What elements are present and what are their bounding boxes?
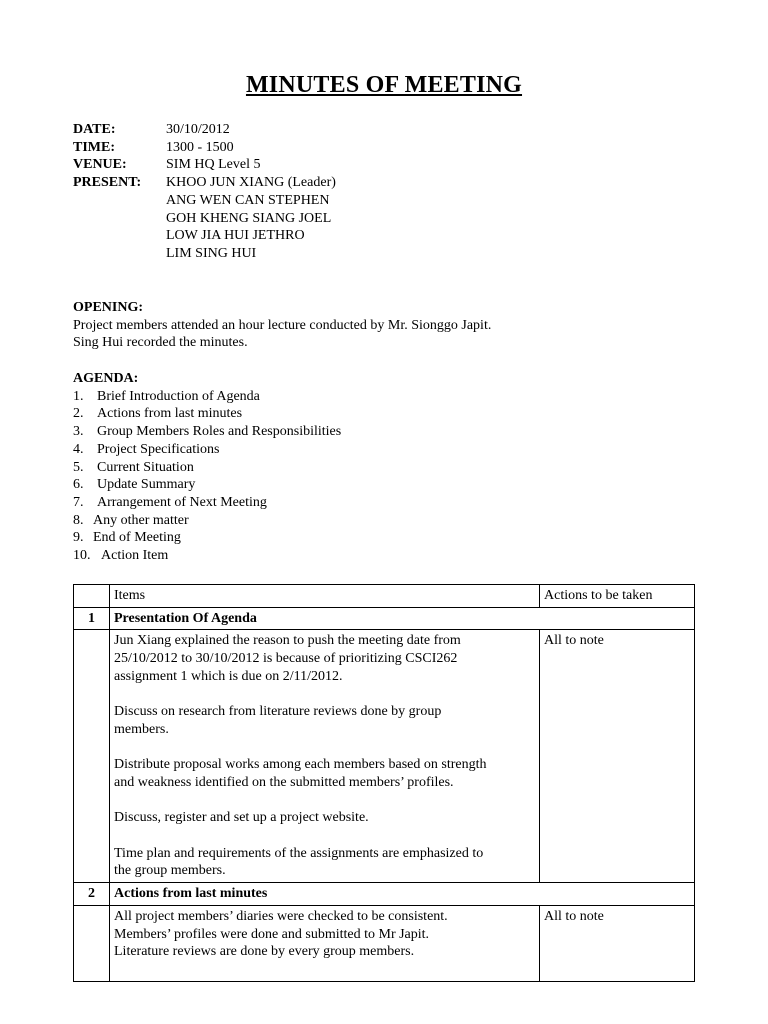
agenda-item: [73, 512, 341, 530]
item-line: 25/10/2012 to 30/10/2012 is because of prioritizing CSCI262: [114, 651, 458, 667]
item-line: Discuss, register and set up a project website.: [114, 810, 369, 826]
item-line: Members’ profiles were done and submitted to Mr Japit.: [114, 926, 430, 942]
items-cell: [110, 905, 540, 981]
agenda-item: [73, 388, 341, 406]
agenda-item-text: Any other matter: [93, 512, 189, 528]
agenda-list: [73, 388, 341, 565]
agenda-item: [73, 494, 341, 512]
item-line: and weakness identified on the submitted members’ profiles.: [114, 775, 454, 790]
date-row: [73, 121, 336, 139]
section-title: Presentation Of Agenda: [110, 607, 695, 630]
agenda-item-number: 4.: [73, 441, 84, 457]
date-value: 30/10/2012: [166, 122, 230, 137]
venue-row: [73, 156, 336, 174]
agenda-item-number: 10.: [73, 548, 91, 564]
time-value: 1300 - 1500: [166, 139, 234, 155]
item-paragraph: [114, 908, 535, 961]
agenda-item: [73, 423, 341, 441]
agenda-item: [73, 405, 341, 423]
present-member: LIM SING HUI: [166, 245, 257, 261]
item-line: Time plan and requirements of the assignments are emphasized to: [114, 845, 484, 861]
item-line: Literature reviews are done by every group members.: [114, 944, 415, 960]
agenda-item-number: 1.: [73, 388, 84, 404]
header-actions-cell: Actions to be taken: [540, 585, 695, 608]
section-title: Actions from last minutes: [110, 883, 695, 906]
header-num-cell: [74, 585, 110, 608]
venue-label: VENUE:: [73, 157, 127, 173]
section-title-row: [74, 883, 695, 906]
empty-num-cell: [74, 630, 110, 883]
agenda-item-number: 9.: [73, 530, 84, 546]
opening-line: Project members attended an hour lecture conducted by Mr. Sionggo Japit.: [73, 317, 492, 333]
venue-value: SIM HQ Level 5: [166, 157, 261, 173]
agenda-item-text: Brief Introduction of Agenda: [97, 388, 260, 404]
present-member: KHOO JUN XIANG (Leader): [166, 175, 336, 191]
table-header-row: [74, 585, 695, 608]
table-row: [74, 905, 695, 981]
agenda-item-text: Arrangement of Next Meeting: [97, 494, 267, 510]
item-line: Discuss on research from literature reviews done by group: [114, 704, 442, 720]
action-cell: All to note: [540, 905, 695, 981]
section-number: 1: [74, 607, 110, 630]
header-items-cell: Items: [110, 585, 540, 608]
opening-section: [73, 299, 491, 352]
agenda-item-text: Action Item: [101, 548, 169, 564]
present-row: [73, 174, 336, 263]
table-row: [74, 630, 695, 883]
agenda-item-number: 8.: [73, 512, 84, 528]
agenda-item-number: 6.: [73, 477, 84, 493]
agenda-heading: AGENDA:: [73, 371, 139, 386]
agenda-item: [73, 441, 341, 459]
agenda-item-text: Current Situation: [97, 459, 194, 475]
present-list: [166, 174, 336, 263]
agenda-item: [73, 476, 341, 494]
document-title: MINUTES OF MEETING: [245, 72, 523, 98]
present-label: PRESENT:: [73, 175, 142, 191]
agenda-item-text: Group Members Roles and Responsibilities: [97, 424, 342, 440]
agenda-item-number: 7.: [73, 494, 84, 510]
item-line: Jun Xiang explained the reason to push the meeting date from: [114, 633, 461, 649]
present-member: ANG WEN CAN STEPHEN: [166, 192, 330, 208]
agenda-item-text: Actions from last minutes: [97, 406, 243, 422]
present-member: GOH KHENG SIANG JOEL: [166, 210, 332, 226]
agenda-section: [73, 370, 341, 565]
item-line: the group members.: [114, 863, 226, 879]
item-line: members.: [114, 721, 169, 737]
opening-line: Sing Hui recorded the minutes.: [73, 335, 248, 351]
section-number: 2: [74, 883, 110, 906]
agenda-item-number: 2.: [73, 406, 84, 422]
empty-num-cell: [74, 905, 110, 981]
item-paragraph: [114, 703, 535, 738]
item-paragraph: [114, 756, 535, 791]
item-line: All project members’ diaries were checked to be consistent.: [114, 908, 448, 924]
agenda-item-text: Project Specifications: [97, 441, 220, 457]
section-title-row: [74, 607, 695, 630]
agenda-item: [73, 459, 341, 477]
time-label: TIME:: [73, 139, 115, 155]
agenda-item-text: End of Meeting: [93, 530, 181, 546]
item-paragraph: [114, 845, 535, 880]
action-cell: All to note: [540, 630, 695, 883]
item-paragraph: [114, 632, 535, 685]
item-line: Distribute proposal works among each members based on strength: [114, 757, 487, 773]
item-paragraph: [114, 809, 535, 827]
agenda-item-number: 3.: [73, 424, 84, 440]
items-cell: [110, 630, 540, 883]
agenda-item-number: 5.: [73, 459, 84, 475]
minutes-table: [73, 584, 695, 982]
opening-heading: OPENING:: [73, 300, 143, 315]
date-label: DATE:: [73, 122, 116, 137]
time-row: [73, 139, 336, 157]
agenda-item-text: Update Summary: [97, 477, 196, 493]
meeting-details: [73, 121, 336, 263]
agenda-item: [73, 547, 341, 565]
agenda-item: [73, 529, 341, 547]
item-line: assignment 1 which is due on 2/11/2012.: [114, 668, 343, 684]
present-member: LOW JIA HUI JETHRO: [166, 228, 305, 244]
